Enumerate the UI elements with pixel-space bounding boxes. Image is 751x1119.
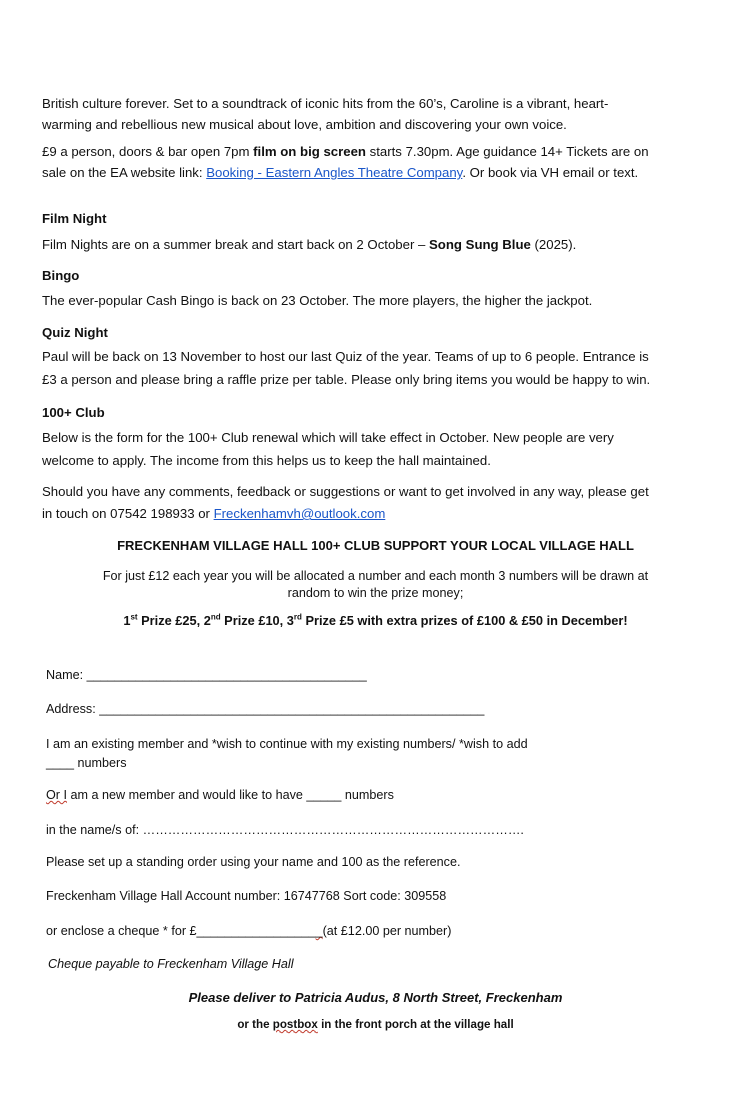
tickets-line-2 — [42, 162, 714, 183]
bingo-text: The ever-popular Cash Bingo is back on 23 October. The more players, the higher the jackpot. — [42, 293, 593, 308]
contact-line-2 — [42, 503, 714, 524]
new-member-line[interactable] — [46, 785, 718, 806]
prize-2-text: Prize £10, 3 — [220, 613, 294, 628]
tickets-text-d: . Or book via VH email or text. — [462, 165, 639, 180]
form-prizes — [0, 610, 751, 631]
cheque-payable: Cheque payable to Freckenham Village Hall — [48, 957, 294, 971]
address-field[interactable]: Address: _______________________________________________________ — [46, 702, 485, 716]
quiz-heading: Quiz Night — [42, 325, 108, 340]
club-line-1: Below is the form for the 100+ Club renewal which will take effect in October. New people are very — [42, 430, 614, 445]
postbox-line — [0, 1014, 751, 1035]
film-heading: Film Night — [42, 211, 107, 226]
standing-order-line: Please set up a standing order using your name and 100 as the reference. — [46, 855, 461, 869]
club-heading: 100+ Club — [42, 405, 105, 420]
film-title: Song Sung Blue — [429, 237, 531, 252]
new-member-text: am a new member and would like to have _____ numbers — [67, 788, 394, 802]
tickets-line-1 — [42, 141, 714, 162]
film-text-a: Film Nights are on a summer break and start back on 2 October – — [42, 237, 430, 252]
name-field[interactable]: Name: ________________________________________ — [46, 668, 367, 682]
postbox-text-a: or the — [237, 1018, 273, 1031]
form-title: FRECKENHAM VILLAGE HALL 100+ CLUB SUPPORT YOUR LOCAL VILLAGE HALL — [117, 538, 634, 553]
new-member-or: Or I — [46, 788, 67, 802]
cheque-squiggle: _ — [315, 924, 323, 938]
form-intro-2: random to win the prize money; — [287, 586, 464, 600]
bank-details: Freckenham Village Hall Account number: 16747768 Sort code: 309558 — [46, 889, 447, 903]
quiz-line-1: Paul will be back on 13 November to host our last Quiz of the year. Teams of up to 6 people. Entrance is — [42, 349, 649, 364]
cheque-amount: or enclose a cheque * for £_________________ — [46, 924, 316, 938]
prize-1-sup: st — [130, 612, 138, 622]
club-line-2: welcome to apply. The income from this helps us to keep the hall maintained. — [42, 453, 491, 468]
cheque-rate: (at £12.00 per number) — [322, 924, 452, 938]
prize-1-text: Prize £25, 2 — [137, 613, 211, 628]
prize-3-text: Prize £5 with extra prizes of £100 & £50 in December! — [301, 613, 628, 628]
bingo-heading: Bingo — [42, 268, 80, 283]
film-text — [42, 234, 714, 255]
existing-member-line-2[interactable]: ____ numbers — [46, 756, 127, 770]
contact-line-1: Should you have any comments, feedback or suggestions or want to get involved in any way, please get — [42, 484, 649, 499]
prize-1-num: 1 — [123, 613, 131, 628]
email-link[interactable]: Freckenhamvh@outlook.com — [213, 506, 386, 521]
intro-line-1: British culture forever. Set to a soundtrack of iconic hits from the 60’s, Caroline is a vibrant, heart- — [42, 96, 609, 111]
tickets-text-c: sale on the EA website link: — [42, 165, 207, 180]
names-of-field[interactable]: in the name/s of: ………………………………………………………………………………. — [46, 823, 524, 837]
existing-member-line-1: I am an existing member and *wish to continue with my existing numbers/ *wish to add — [46, 737, 528, 751]
delivery-line: Please deliver to Patricia Audus, 8 North Street, Freckenham — [188, 990, 563, 1005]
prize-2-sup: nd — [210, 612, 221, 622]
contact-text: in touch on 07542 198933 or — [42, 506, 214, 521]
cheque-line[interactable] — [46, 921, 718, 942]
prize-3-sup: rd — [293, 612, 302, 622]
tickets-text: £9 a person, doors & bar open 7pm — [42, 144, 254, 159]
tickets-text-b: starts 7.30pm. Age guidance 14+ Tickets are on — [366, 144, 649, 159]
tickets-bold: film on big screen — [253, 144, 366, 159]
intro-line-2: warming and rebellious new musical about love, ambition and discovering your own voice. — [42, 117, 567, 132]
postbox-word: postbox — [272, 1018, 318, 1031]
quiz-line-2: £3 a person and please bring a raffle prize per table. Please only bring items you would be happy to win. — [42, 372, 651, 387]
postbox-text-b: in the front porch at the village hall — [317, 1018, 514, 1031]
film-text-b: (2025). — [530, 237, 577, 252]
booking-link[interactable]: Booking - Eastern Angles Theatre Company — [206, 165, 463, 180]
form-intro-1: For just £12 each year you will be allocated a number and each month 3 numbers will be drawn at — [102, 569, 649, 583]
